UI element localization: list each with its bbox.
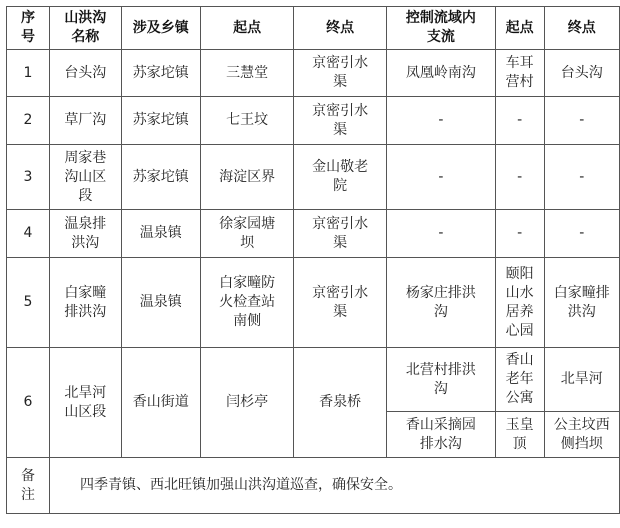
cell-trib-end: 公主坟西 侧挡坝 xyxy=(544,412,620,458)
cell-start: 徐家园塘 坝 xyxy=(200,210,294,258)
cell-seq: 3 xyxy=(7,145,50,210)
cell-seq: 4 xyxy=(7,210,50,258)
mountain-flood-ditch-table xyxy=(6,6,620,514)
cell-town: 香山街道 xyxy=(121,348,200,458)
cell-town: 苏家坨镇 xyxy=(121,145,200,210)
cell-trib-start: - xyxy=(495,97,544,145)
cell-town: 温泉镇 xyxy=(121,210,200,258)
cell-trib-start: 颐阳 山水 居养 心园 xyxy=(495,258,544,348)
header-name: 山洪沟 名称 xyxy=(50,7,122,50)
header-town: 涉及乡镇 xyxy=(121,7,200,50)
cell-town: 苏家坨镇 xyxy=(121,97,200,145)
note-label: 备 注 xyxy=(7,458,50,514)
cell-seq: 6 xyxy=(7,348,50,458)
table-row xyxy=(7,50,620,97)
cell-trib-start: 车耳 营村 xyxy=(495,50,544,97)
header-trib-start: 起点 xyxy=(495,7,544,50)
cell-end: 香泉桥 xyxy=(294,348,387,458)
cell-town: 苏家坨镇 xyxy=(121,50,200,97)
note-row xyxy=(7,458,620,514)
header-tributary: 控制流域内 支流 xyxy=(386,7,495,50)
cell-trib-end: 台头沟 xyxy=(544,50,620,97)
cell-tributary: 北营村排洪 沟 xyxy=(386,348,495,412)
cell-end: 京密引水 渠 xyxy=(294,258,387,348)
header-seq: 序 号 xyxy=(7,7,50,50)
cell-trib-end: - xyxy=(544,145,620,210)
table-row xyxy=(7,258,620,348)
cell-trib-end: 北旱河 xyxy=(544,348,620,412)
header-trib-end: 终点 xyxy=(544,7,620,50)
cell-name: 北旱河 山区段 xyxy=(50,348,122,458)
cell-trib-start: - xyxy=(495,210,544,258)
cell-tributary: - xyxy=(386,97,495,145)
header-start: 起点 xyxy=(200,7,294,50)
cell-start: 海淀区界 xyxy=(200,145,294,210)
cell-start: 三慧堂 xyxy=(200,50,294,97)
table-row xyxy=(7,210,620,258)
cell-trib-end: - xyxy=(544,210,620,258)
cell-town: 温泉镇 xyxy=(121,258,200,348)
cell-end: 京密引水 渠 xyxy=(294,97,387,145)
cell-name: 草厂沟 xyxy=(50,97,122,145)
cell-name: 周家巷 沟山区 段 xyxy=(50,145,122,210)
cell-seq: 5 xyxy=(7,258,50,348)
cell-trib-start: 玉皇 顶 xyxy=(495,412,544,458)
cell-end: 金山敬老 院 xyxy=(294,145,387,210)
cell-seq: 2 xyxy=(7,97,50,145)
cell-trib-start: 香山 老年 公寓 xyxy=(495,348,544,412)
header-end: 终点 xyxy=(294,7,387,50)
cell-tributary: 杨家庄排洪 沟 xyxy=(386,258,495,348)
cell-end: 京密引水 渠 xyxy=(294,50,387,97)
table-row xyxy=(7,97,620,145)
cell-start: 七王坟 xyxy=(200,97,294,145)
cell-tributary: 香山采摘园 排水沟 xyxy=(386,412,495,458)
table-row xyxy=(7,145,620,210)
cell-end: 京密引水 渠 xyxy=(294,210,387,258)
cell-start: 白家疃防 火检查站 南侧 xyxy=(200,258,294,348)
cell-tributary: 凤凰岭南沟 xyxy=(386,50,495,97)
cell-tributary: - xyxy=(386,210,495,258)
table-row xyxy=(7,348,620,412)
cell-trib-end: - xyxy=(544,97,620,145)
note-text: 四季青镇、西北旺镇加强山洪沟道巡查，确保安全。 xyxy=(50,458,620,514)
cell-trib-start: - xyxy=(495,145,544,210)
cell-name: 台头沟 xyxy=(50,50,122,97)
cell-name: 温泉排 洪沟 xyxy=(50,210,122,258)
header-row xyxy=(7,7,620,50)
cell-name: 白家疃 排洪沟 xyxy=(50,258,122,348)
cell-seq: 1 xyxy=(7,50,50,97)
cell-tributary: - xyxy=(386,145,495,210)
cell-trib-end: 白家疃排 洪沟 xyxy=(544,258,620,348)
cell-start: 闫杉亭 xyxy=(200,348,294,458)
